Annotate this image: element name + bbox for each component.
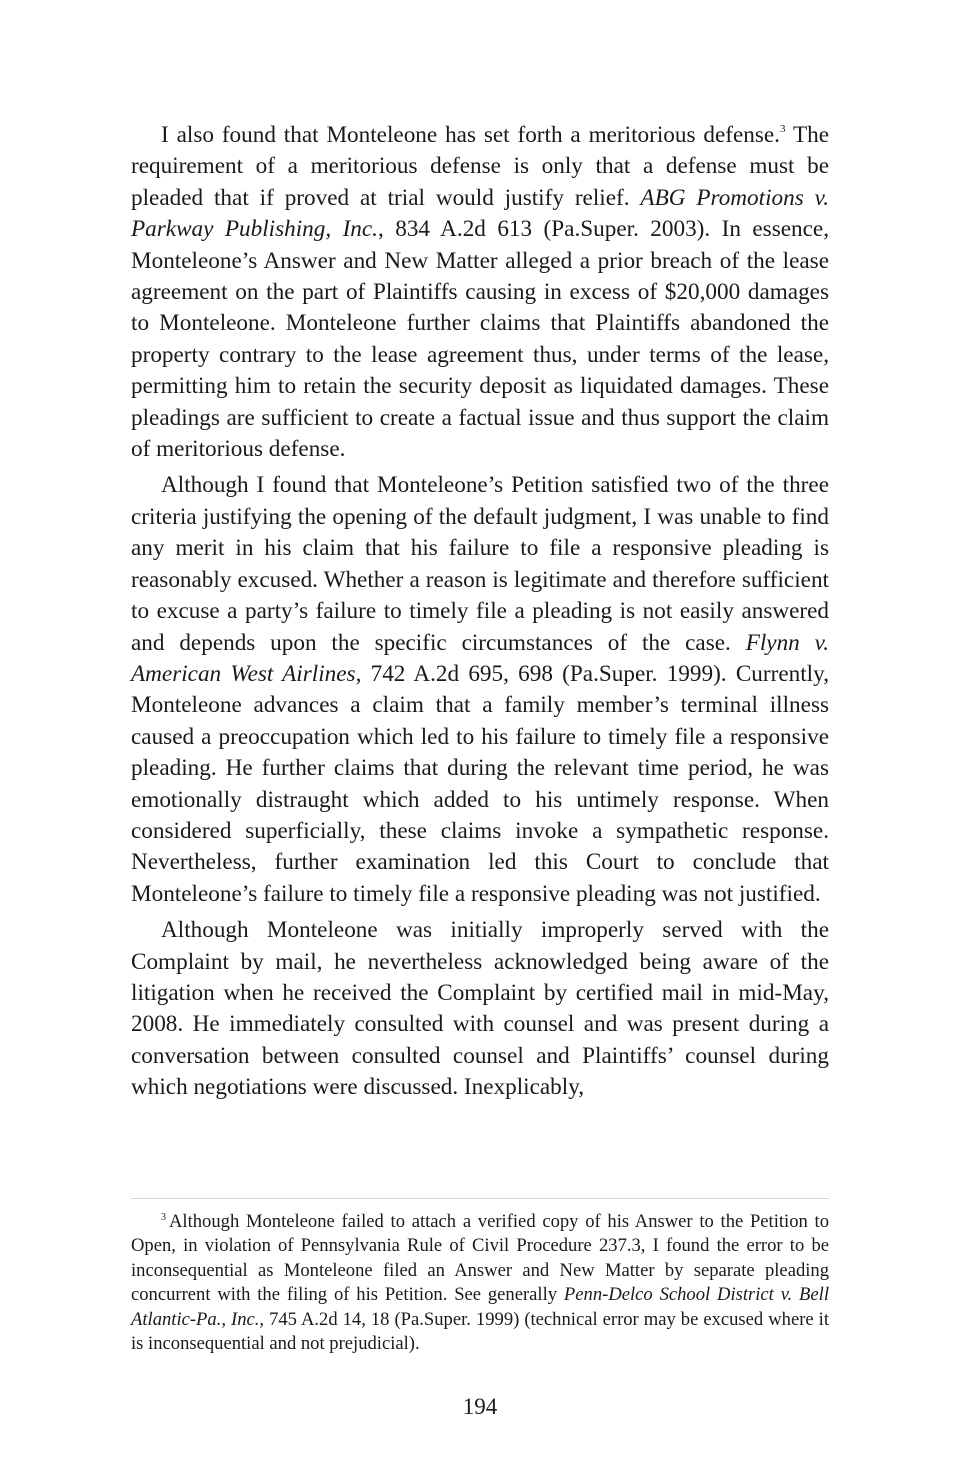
paragraph-text: , 742 A.2d 695, 698 (Pa.Super. 1999). Currently, Monteleone advances a claim that a family member’s terminal illness caused a preoccupation which led to his failure to timely file a responsive pleading. He further claims that during the relevant time period, he was emotionally distraught which added to his untimely response. When considered superficially, these claims invoke a sympathetic response. Nevertheless, further examination led this Court to conclude that Monteleone’s failure to timely file a responsive pleading was not justified. (131, 660, 829, 907)
footnote (131, 1210, 829, 1356)
paragraph (131, 915, 829, 1103)
paragraph-text: , 834 A.2d 613 (Pa.Super. 2003). In essence, Monteleone’s Answer and New Matter alleged a prior breach of the lease agreement on the part of Plaintiffs causing in excess of $20,000 damages to Monteleone. Monteleone further claims that Plaintiffs abandoned the property contrary to the lease agreement thus, under terms of the lease, permitting him to retain the security deposit as liquidated damages. These pleadings are sufficient to create a factual issue and thus support the claim of meritorious defense. (131, 216, 829, 463)
footnote-text: Although Monteleone failed to attach a verified copy of his Answer to the Petition to Open, in violation of Pennsylvania Rule of Civil Procedure 237.3, I found the error to be inconsequential as Monteleone filed an Answer and New Matter by separate pleading concurrent with the filing of his Petition. See generally (131, 1211, 829, 1306)
page-body (131, 120, 829, 1104)
case-citation: Flynn v. American West Airlines (131, 629, 830, 687)
footnote-marker: 3 (161, 1212, 166, 1223)
case-citation: ABG Promotions v. Parkway Publishing, Inc. (131, 184, 829, 243)
page-number: 194 (462, 1394, 498, 1419)
paragraph (131, 470, 829, 910)
paragraph (131, 120, 829, 465)
case-citation: Penn-Delco School District v. Bell Atlantic-Pa., Inc. (131, 1284, 830, 1330)
footnote-text: , 745 A.2d 14, 18 (Pa.Super. 1999) (technical error may be excused where it is inconsequential and not prejudicial). (131, 1308, 829, 1355)
paragraph-text: I also found that Monteleone has set forth a meritorious defense. (161, 122, 780, 148)
paragraph-text: Although Monteleone was initially improperly served with the Complaint by mail, he nevertheless acknowledged being aware of the litigation when he received the Complaint by certified mail in mid-May, 2008. He immediately consulted with counsel and was present during a conversation between consulted counsel and Plaintiffs’ counsel during which negotiations were discussed. Inexplicably, (131, 917, 829, 1101)
paragraph-text: The requirement of a meritorious defense is only that a defense must be pleaded that if proved at trial would justify relief. (131, 122, 829, 211)
paragraph-text: Although I found that Monteleone’s Petition satisfied two of the three criteria justifying the opening of the default judgment, I was unable to find any merit in his claim that his failure to file a responsive pleading is reasonably excused. Whether a reason is legitimate and therefore sufficient to excuse a party’s failure to timely file a pleading is not easily answered and depends upon the specific circumstances of the case. (131, 472, 829, 656)
footnote-divider (131, 1198, 829, 1199)
footnote-reference[interactable]: 3 (779, 123, 786, 135)
